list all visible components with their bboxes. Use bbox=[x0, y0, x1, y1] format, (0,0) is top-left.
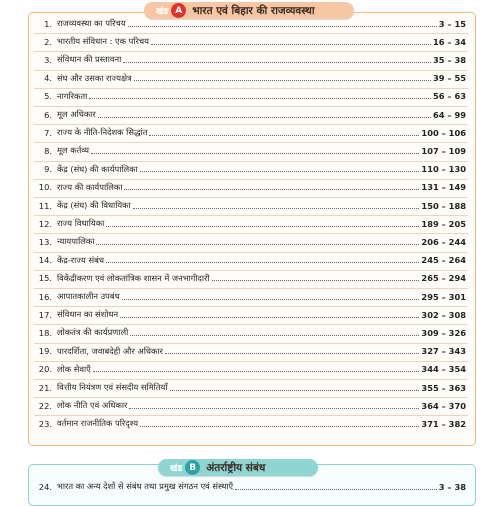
toc-dot-leader bbox=[235, 488, 437, 490]
section-b-title: अंतर्राष्ट्रीय संबंध bbox=[206, 461, 266, 474]
toc-entry-title: संविधान का संशोधन bbox=[57, 309, 119, 320]
section-a-letter-badge: A bbox=[171, 3, 186, 18]
toc-entry[interactable] bbox=[30, 270, 470, 287]
section-b-letter-badge: B bbox=[185, 460, 200, 475]
toc-entry-number: 10. bbox=[38, 182, 52, 193]
toc-entry-title: राज्य विधायिका bbox=[57, 218, 105, 229]
toc-entry[interactable] bbox=[30, 397, 470, 414]
toc-entry-title: राजव्यवस्था का परिचय bbox=[57, 18, 126, 28]
toc-entry-number: 17. bbox=[38, 309, 52, 320]
toc-dot-leader bbox=[98, 116, 431, 118]
toc-entry-number: 20. bbox=[38, 364, 52, 375]
section-a-title: भारत एवं बिहार की राजव्यवस्था bbox=[192, 4, 315, 17]
toc-entry[interactable] bbox=[30, 106, 470, 123]
toc-entry[interactable] bbox=[30, 324, 470, 341]
toc-entry-title: विकेंद्रीकरण एवं लोकतांत्रिक शासन में जनभागीदारी bbox=[57, 272, 210, 283]
toc-entry-pages: 189 – 205 bbox=[421, 218, 466, 229]
toc-entry-title: केंद्र (संघ) की विधायिका bbox=[57, 200, 131, 210]
toc-entry-pages: 371 – 382 bbox=[421, 418, 466, 429]
toc-entry[interactable] bbox=[30, 124, 470, 141]
toc-entry[interactable] bbox=[30, 15, 470, 32]
section-b-khand-label: खंड bbox=[170, 464, 183, 474]
toc-entry-pages: 245 – 264 bbox=[421, 255, 466, 266]
toc-entry-pages: 39 – 55 bbox=[432, 73, 466, 84]
toc-dot-leader bbox=[133, 207, 420, 209]
toc-entry-pages: 265 – 294 bbox=[421, 273, 466, 284]
toc-entry-title: वर्तमान राजनीतिक परिदृश्य bbox=[57, 418, 139, 429]
toc-entry-number: 15. bbox=[38, 273, 52, 284]
toc-entry-number: 18. bbox=[38, 327, 52, 338]
toc-entry-title: केंद्र (संघ) की कार्यपालिका bbox=[57, 163, 138, 174]
toc-entry-number: 7. bbox=[44, 127, 52, 138]
toc-entry-pages: 344 – 354 bbox=[421, 364, 466, 375]
toc-entry-number: 2. bbox=[44, 36, 52, 47]
toc-entry-number: 19. bbox=[38, 346, 52, 357]
toc-entry-number: 22. bbox=[38, 400, 52, 411]
section-a-khand-label: खंड bbox=[156, 7, 169, 17]
toc-entry-number: 8. bbox=[44, 145, 52, 156]
toc-entry-number: 14. bbox=[38, 255, 52, 266]
toc-entry-number: 24. bbox=[38, 481, 52, 492]
toc-dot-leader bbox=[149, 134, 419, 136]
toc-entry-pages: 309 – 326 bbox=[421, 327, 466, 338]
toc-entry-number: 5. bbox=[44, 91, 52, 102]
toc-entry[interactable] bbox=[30, 343, 470, 360]
toc-entry-title: मूल अधिकार bbox=[57, 109, 96, 119]
toc-dot-leader bbox=[140, 170, 420, 172]
toc-entry-pages: 364 – 370 bbox=[421, 400, 466, 411]
toc-entry-title: भारत का अन्य देशों से संबंध तथा प्रमुख संगठन एवं संस्थाएँ bbox=[57, 481, 234, 491]
toc-entry[interactable] bbox=[30, 306, 470, 323]
toc-dot-leader bbox=[91, 152, 419, 154]
toc-entry[interactable] bbox=[30, 142, 470, 159]
toc-entry[interactable] bbox=[30, 478, 470, 495]
toc-entry-title: केंद्र-राज्य संबंध bbox=[57, 254, 104, 265]
toc-entry-pages: 64 – 99 bbox=[432, 109, 466, 120]
toc-entry-title: भारतीय संविधान : एक परिचय bbox=[57, 36, 149, 47]
toc-entry-title: लोक नीति एवं अधिकार bbox=[57, 400, 128, 411]
toc-dot-leader bbox=[129, 407, 419, 409]
toc-entry-pages: 35 – 38 bbox=[432, 54, 466, 65]
toc-entry[interactable] bbox=[30, 70, 470, 87]
toc-entry-title: नागरिकता bbox=[57, 90, 88, 101]
toc-dot-leader bbox=[106, 261, 419, 263]
toc-dot-leader bbox=[140, 425, 419, 427]
toc-entry-number: 3. bbox=[44, 54, 52, 65]
toc-entry-pages: 131 – 149 bbox=[421, 182, 466, 193]
toc-dot-leader bbox=[120, 316, 419, 318]
toc-entry-number: 1. bbox=[44, 18, 52, 29]
toc-entry-number: 13. bbox=[38, 236, 52, 247]
toc-dot-leader bbox=[106, 225, 419, 227]
toc-entry[interactable] bbox=[30, 161, 470, 178]
toc-entry[interactable] bbox=[30, 33, 470, 50]
toc-entry-title: राज्य की कार्यपालिका bbox=[57, 181, 123, 192]
toc-entry-number: 21. bbox=[38, 382, 52, 393]
toc-dot-leader bbox=[165, 352, 420, 354]
toc-entry[interactable] bbox=[30, 51, 470, 68]
toc-entry[interactable] bbox=[30, 179, 470, 196]
toc-entry-pages: 107 – 109 bbox=[421, 145, 466, 156]
toc-dot-leader bbox=[123, 61, 431, 63]
toc-entry[interactable] bbox=[30, 233, 470, 250]
toc-entry-number: 12. bbox=[38, 218, 52, 229]
toc-dot-leader bbox=[170, 389, 420, 391]
toc-entry-title: लोक सेवाएँ bbox=[57, 363, 91, 374]
toc-entry-number: 9. bbox=[44, 164, 52, 175]
toc-entry[interactable] bbox=[30, 252, 470, 269]
toc-entry-title: पारदर्शिता, जवाबदेही और अधिकार bbox=[57, 345, 163, 356]
toc-entry-title: राज्य के नीति-निदेशक सिद्धांत bbox=[57, 127, 148, 138]
toc-entry-pages: 110 – 130 bbox=[421, 164, 466, 175]
toc-entry[interactable] bbox=[30, 288, 470, 305]
toc-entry-title: वित्तीय नियंत्रण एवं संसदीय समितियाँ bbox=[57, 382, 168, 392]
toc-entry[interactable] bbox=[30, 379, 470, 396]
toc-entry-pages: 327 – 343 bbox=[421, 346, 466, 357]
toc-entry-title: मूल कर्तव्य bbox=[57, 145, 89, 156]
toc-entry-title: संघ और उसका राज्यक्षेत्र bbox=[57, 72, 132, 83]
toc-dot-leader bbox=[89, 97, 431, 99]
toc-entry[interactable] bbox=[30, 361, 470, 378]
toc-dot-leader bbox=[122, 298, 420, 300]
toc-entry-number: 23. bbox=[38, 418, 52, 429]
toc-entry-title: लोकतंत्र की कार्यप्रणाली bbox=[57, 327, 129, 338]
toc-entry-pages: 355 – 363 bbox=[421, 382, 466, 393]
section-b-header bbox=[158, 459, 318, 476]
toc-dot-leader bbox=[130, 334, 419, 336]
toc-entry[interactable] bbox=[30, 215, 470, 232]
toc-dot-leader bbox=[124, 188, 419, 190]
toc-entry-pages: 295 – 301 bbox=[421, 291, 466, 302]
toc-entry-number: 11. bbox=[38, 200, 52, 211]
toc-entry-title: आपातकालीन उपबंध bbox=[57, 291, 120, 301]
toc-entry-pages: 206 – 244 bbox=[421, 236, 466, 247]
toc-entry-pages: 56 – 63 bbox=[432, 91, 466, 102]
toc-dot-leader bbox=[93, 370, 420, 372]
toc-dot-leader bbox=[151, 43, 431, 45]
toc-entry-title: संविधान की प्रस्तावना bbox=[57, 54, 122, 65]
toc-entry[interactable] bbox=[30, 88, 470, 105]
toc-entry-number: 6. bbox=[44, 109, 52, 120]
toc-entry-pages: 16 – 34 bbox=[432, 36, 466, 47]
toc-entry-number: 4. bbox=[44, 73, 52, 84]
toc-dot-leader bbox=[134, 79, 431, 81]
toc-entry-pages: 100 – 106 bbox=[421, 127, 466, 138]
toc-dot-leader bbox=[212, 279, 420, 281]
toc-entry-number: 16. bbox=[38, 291, 52, 302]
toc-dot-leader bbox=[128, 25, 437, 27]
toc-entry-pages: 150 – 188 bbox=[421, 200, 466, 211]
toc-entry-title: न्यायपालिका bbox=[57, 236, 95, 247]
toc-dot-leader bbox=[96, 243, 419, 245]
toc-entry-pages: 3 – 38 bbox=[438, 481, 466, 492]
toc-entry[interactable] bbox=[30, 197, 470, 214]
toc-entry[interactable] bbox=[30, 415, 470, 432]
toc-entry-pages: 3 – 15 bbox=[438, 18, 466, 29]
toc-entry-pages: 302 – 308 bbox=[421, 309, 466, 320]
